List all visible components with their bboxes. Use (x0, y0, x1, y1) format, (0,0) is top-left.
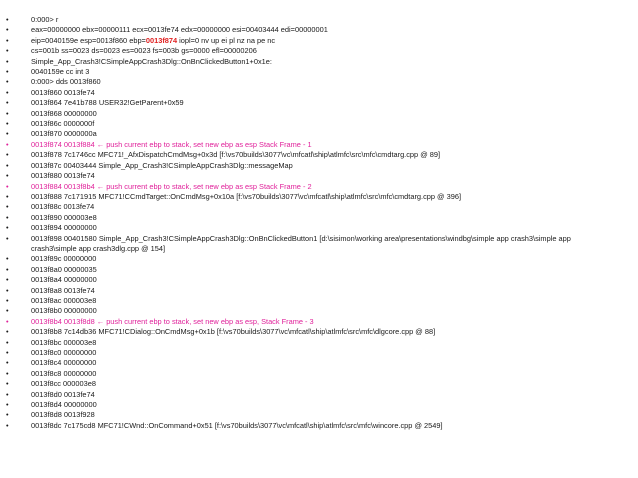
line-text: 0013f894 00000000 (31, 223, 97, 233)
debugger-line (0, 223, 638, 233)
bullet-icon: • (6, 285, 9, 295)
bullet-icon: • (6, 77, 9, 87)
debugger-line (0, 327, 638, 337)
bullet-icon: • (6, 15, 9, 24)
line-text: 0013f86c 0000000f (31, 119, 95, 129)
line-text: 0013f8dc 7c175cd8 MFC71!CWnd::OnCommand+0x51 [f:\vs70builds\3077\vc\mfcatl\ship\atlmfc\src\mfc\wincore.cpp @ 2549] (31, 420, 443, 430)
line-text: 0:000> dds 0013f860 (31, 77, 101, 87)
line-text: 0013f8ac 000003e8 (31, 295, 97, 305)
bullet-icon: • (6, 295, 9, 305)
debugger-line (0, 67, 638, 77)
bullet-icon: • (6, 348, 9, 357)
line-text: 0013f884 0013f8b4 ← push current ebp to stack, set new ebp as esp Stack Frame - 2 (31, 181, 312, 191)
line-text: 0013f8b8 7c14db36 MFC71!CDialog::OnCmdMsg+0x1b [f:\vs70builds\3077\vc\mfcatl\ship\atlmfc\src\mfc\dlgcore.cpp @ 88] (31, 327, 436, 337)
stack-frame-line (0, 317, 638, 327)
line-text: Simple_App_Crash3!CSimpleAppCrash3Dlg::OnBnClickedButton1+0x1e: (31, 56, 272, 66)
stack-frame-line (0, 140, 638, 150)
bullet-icon: • (6, 139, 9, 149)
line-text: 0013f8d8 0013f928 (31, 410, 95, 420)
line-text: 0013f89c 00000000 (31, 254, 97, 264)
debugger-line (0, 109, 638, 119)
debugger-line (0, 286, 638, 296)
line-text: 0:000> r (31, 15, 59, 24)
bullet-icon: • (6, 389, 9, 399)
line-text: 0040159e cc int 3 (31, 67, 90, 77)
line-text: 0013f898 00401580 Simple_App_Crash3!CSimpleAppCrash3Dlg::OnBnClickedButton1 [d:\sisimon\working area\presentations\windbg\simple app crash3\simple app crash3\simple app crash3dlg.cpp @ 154] (31, 233, 571, 253)
bullet-icon: • (6, 337, 9, 347)
bullet-icon: • (6, 212, 9, 222)
bullet-icon: • (6, 379, 9, 389)
debugger-line (0, 202, 638, 212)
stack-frame-line (0, 182, 638, 192)
bullet-icon: • (6, 410, 9, 420)
bullet-icon: • (6, 264, 9, 274)
register-line (0, 36, 638, 46)
line-text: 0013f8c8 00000000 (31, 368, 97, 378)
debugger-line (0, 88, 638, 98)
line-text: 0013f868 00000000 (31, 108, 97, 118)
bullet-icon: • (6, 129, 9, 139)
line-text: cs=001b ss=0023 ds=0023 es=0023 fs=003b gs=0000 efl=00000206 (31, 46, 257, 56)
line-text: eax=00000000 ebx=00000111 ecx=0013fe74 edx=00000000 esi=00403444 edi=00000001 (31, 25, 328, 35)
bullet-icon: • (6, 191, 9, 201)
bullet-icon: • (6, 306, 9, 316)
line-text: 0013f8b0 00000000 (31, 306, 97, 316)
line-text: 0013f860 0013fe74 (31, 87, 95, 97)
line-text: 0013f888 7c171915 MFC71!CCmdTarget::OnCmdMsg+0x10a [f:\vs70builds\3077\vc\mfcatl\ship\atlmfc\src\mfc\cmdtarg.cpp @ 396] (31, 191, 461, 201)
debugger-line (0, 129, 638, 139)
bullet-icon: • (6, 46, 9, 56)
debugger-line (0, 77, 638, 87)
bullet-icon: • (6, 233, 9, 243)
bullet-icon: • (6, 119, 9, 129)
debugger-line (0, 25, 638, 35)
bullet-icon: • (6, 368, 9, 378)
debugger-line (0, 15, 638, 25)
bullet-icon: • (6, 56, 9, 66)
bullet-icon: • (6, 98, 9, 108)
bullet-icon: • (6, 223, 9, 233)
line-text: 0013f8d0 0013fe74 (31, 389, 95, 399)
bullet-icon: • (6, 358, 9, 368)
bullet-icon: • (6, 25, 9, 35)
line-text: eip=0040159e esp=0013f860 ebp= (31, 35, 146, 45)
ebp-value-highlight: 0013f874 (145, 35, 178, 45)
debugger-line (0, 410, 638, 420)
line-text: 0013f8a0 00000035 (31, 264, 97, 274)
debugger-line (0, 275, 638, 285)
bullet-icon: • (6, 202, 9, 212)
line-text: 0013f890 000003e8 (31, 212, 97, 222)
line-text: 0013f87c 00403444 Simple_App_Crash3!CSimpleAppCrash3Dlg::messageMap (31, 160, 293, 170)
debugger-line (0, 213, 638, 223)
line-text: 0013f8cc 000003e8 (31, 379, 96, 389)
debugger-line (0, 192, 638, 202)
line-text: 0013f878 7c1746cc MFC71!_AfxDispatchCmdMsg+0x3d [f:\vs70builds\3077\vc\mfcatl\ship\atlmfc\src\mfc\cmdtarg.cpp @ 89] (31, 150, 441, 160)
debugger-line (0, 306, 638, 316)
bullet-icon: • (6, 420, 9, 430)
debugger-line (0, 421, 638, 431)
debugger-line (0, 358, 638, 368)
bullet-icon: • (6, 171, 9, 181)
line-text: 0013f8a4 00000000 (31, 275, 97, 285)
debugger-line (0, 171, 638, 181)
line-text: 0013f864 7e41b788 USER32!GetParent+0x59 (31, 98, 184, 108)
bullet-icon: • (6, 150, 9, 160)
debugger-line (0, 379, 638, 389)
line-text: 0013f8bc 000003e8 (31, 337, 97, 347)
line-text: 0013f8b4 0013f8d8 ← push current ebp to stack, set new ebp as esp, Stack Frame - 3 (31, 316, 314, 326)
bullet-icon: • (6, 254, 9, 264)
debugger-line (0, 234, 638, 255)
debugger-line (0, 46, 638, 56)
debugger-output-list (0, 15, 638, 431)
debugger-line (0, 161, 638, 171)
debugger-line (0, 348, 638, 358)
debugger-line (0, 98, 638, 108)
debugger-line (0, 57, 638, 67)
debugger-line (0, 254, 638, 264)
line-text: 0013f874 0013f884 ← push current ebp to stack, set new ebp as esp Stack Frame - 1 (31, 139, 312, 149)
debugger-line (0, 338, 638, 348)
debugger-line (0, 400, 638, 410)
bullet-icon: • (6, 400, 9, 410)
debugger-line (0, 390, 638, 400)
bullet-icon: • (6, 67, 9, 77)
bullet-icon: • (6, 35, 9, 45)
line-text: iopl=0 nv up ei pl nz na pe nc (177, 35, 276, 45)
bullet-icon: • (6, 160, 9, 170)
bullet-icon: • (6, 87, 9, 97)
line-text: 0013f880 0013fe74 (31, 171, 95, 181)
debugger-line (0, 119, 638, 129)
debugger-line (0, 296, 638, 306)
bullet-icon: • (6, 327, 9, 337)
debugger-line (0, 150, 638, 160)
line-text: 0013f8a8 0013fe74 (31, 285, 95, 295)
line-text: 0013f88c 0013fe74 (31, 202, 95, 212)
line-text: 0013f8c0 00000000 (31, 348, 97, 357)
bullet-icon: • (6, 181, 9, 191)
debugger-line (0, 265, 638, 275)
line-text: 0013f8d4 00000000 (31, 400, 97, 410)
debugger-line (0, 369, 638, 379)
bullet-icon: • (6, 316, 9, 326)
line-text: 0013f870 0000000a (31, 129, 97, 139)
bullet-icon: • (6, 108, 9, 118)
bullet-icon: • (6, 275, 9, 285)
line-text: 0013f8c4 00000000 (31, 358, 97, 368)
